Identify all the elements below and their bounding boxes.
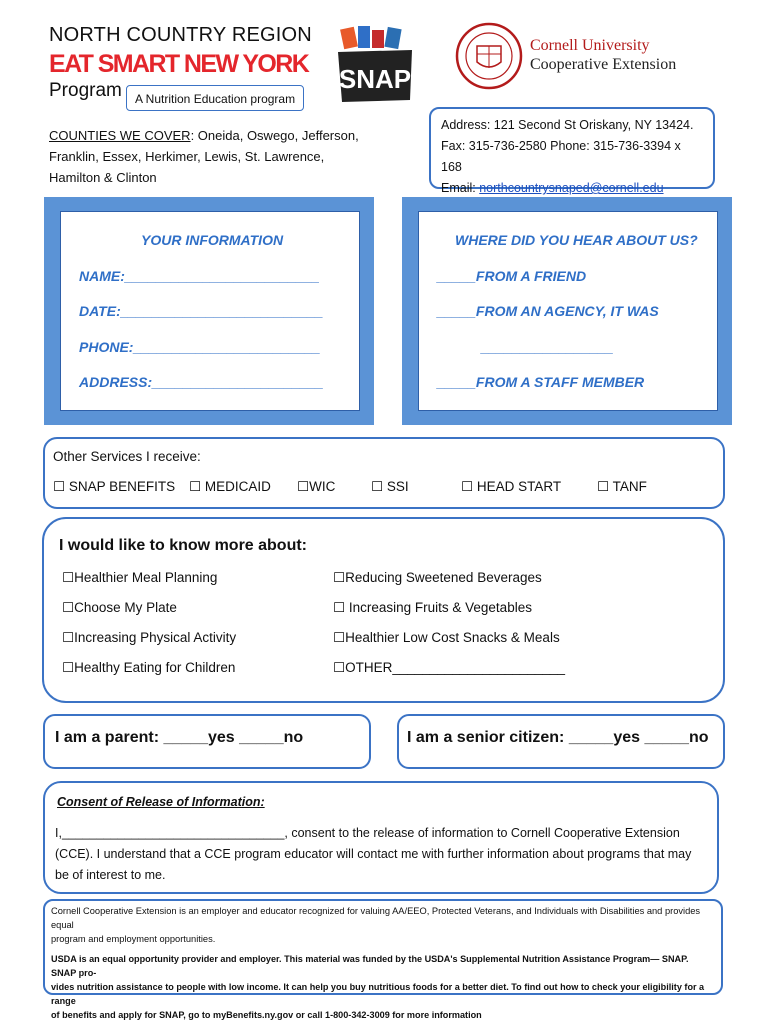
program-name: EAT SMART NEW YORK xyxy=(49,50,309,78)
contact-address: Address: 121 Second St Oriskany, NY 13424. xyxy=(441,118,694,132)
service-wic-checkbox[interactable]: ☐WIC xyxy=(297,479,336,494)
service-snap-checkbox[interactable]: ☐ SNAP BENEFITS xyxy=(53,479,176,494)
parent-question[interactable]: I am a parent: _____yes _____no xyxy=(55,729,304,746)
cornell-line1: Cornell University xyxy=(530,37,650,54)
phone-field[interactable]: PHONE:________________________ xyxy=(79,339,321,355)
consent-text xyxy=(55,823,715,886)
email-label: Email: xyxy=(441,181,480,195)
usda-line1: USDA is an equal opportunity provider and employer. This material was funded by the USDA's Supplemental Nutrition Assistance Program— SNAP. SNAP pro- xyxy=(51,954,689,978)
tagline-box: A Nutrition Education program xyxy=(126,85,304,111)
counties-block xyxy=(49,125,379,188)
counties-label: COUNTIES WE COVER xyxy=(49,128,191,143)
program-word: Program xyxy=(49,80,122,101)
contact-fax-phone: Fax: 315-736-2580 Phone: 315-736-3394 x 168 xyxy=(441,139,681,174)
topic-fruits-vegetables-checkbox[interactable]: ☐ Increasing Fruits & Vegetables xyxy=(333,600,532,615)
address-field[interactable]: ADDRESS:______________________ xyxy=(79,374,324,390)
counties-line2: Franklin, Essex, Herkimer, Lewis, St. Lawrence, xyxy=(49,149,325,164)
services-title: Other Services I receive: xyxy=(53,449,201,464)
cornell-seal-icon xyxy=(455,22,523,90)
topic-meal-planning-checkbox[interactable]: ☐Healthier Meal Planning xyxy=(62,570,218,585)
your-info-panel xyxy=(60,211,360,411)
disclaimer-line1: Cornell Cooperative Extension is an employer and educator recognized for valuing AA/EEO, Protected Veterans, and Individuals with Disabilities and provides equal xyxy=(51,906,701,930)
usda-line2: vides nutrition assistance to people with low income. It can help you buy nutritious foods for a better diet. To find out how to check your eligibility for a range xyxy=(51,982,705,1006)
from-friend-option[interactable]: _____FROM A FRIEND xyxy=(437,268,587,284)
topic-other-checkbox[interactable]: ☐OTHER_______________________ xyxy=(333,660,566,675)
service-tanf-checkbox[interactable]: ☐ TANF xyxy=(597,479,647,494)
email-link[interactable]: northcountrysnaped@cornell.edu xyxy=(479,181,664,195)
topic-healthy-eating-children-checkbox[interactable]: ☐Healthy Eating for Children xyxy=(62,660,236,675)
topic-sweetened-beverages-checkbox[interactable]: ☐Reducing Sweetened Beverages xyxy=(333,570,542,585)
region-title: NORTH COUNTRY REGION xyxy=(49,24,312,46)
service-headstart-checkbox[interactable]: ☐ HEAD START xyxy=(461,479,562,494)
services-box xyxy=(43,437,725,509)
snap-logo xyxy=(334,22,416,114)
know-more-box xyxy=(42,517,725,703)
counties-line3: Hamilton & Clinton xyxy=(49,170,157,185)
service-ssi-checkbox[interactable]: ☐ SSI xyxy=(371,479,409,494)
senior-question[interactable]: I am a senior citizen: _____yes _____no xyxy=(407,729,709,746)
consent-line1[interactable]: I,________________________________, consent to the release of information to Cornell Cooperative Extension xyxy=(55,826,680,840)
agency-name-field[interactable]: _________________ xyxy=(481,339,614,355)
consent-line2: (CCE). I understand that a CCE program educator will contact me with further information about programs that may xyxy=(55,847,692,861)
contact-box xyxy=(429,107,715,195)
your-info-heading: YOUR INFORMATION xyxy=(141,232,284,248)
topic-choose-my-plate-checkbox[interactable]: ☐Choose My Plate xyxy=(62,600,177,615)
cornell-line2: Cooperative Extension xyxy=(530,56,677,73)
consent-line3: be of interest to me. xyxy=(55,868,166,882)
from-agency-option[interactable]: _____FROM AN AGENCY, IT WAS xyxy=(437,303,659,319)
topic-low-cost-snacks-checkbox[interactable]: ☐Healthier Low Cost Snacks & Meals xyxy=(333,630,560,645)
name-field[interactable]: NAME:_________________________ xyxy=(79,268,320,284)
counties-line1: : Oneida, Oswego, Jefferson, xyxy=(190,128,359,143)
date-field[interactable]: DATE:__________________________ xyxy=(79,303,324,319)
hear-about-heading: WHERE DID YOU HEAR ABOUT US? xyxy=(455,232,698,248)
disclaimer-line2: program and employment opportunities. xyxy=(51,934,216,944)
cornell-wordmark xyxy=(530,36,676,74)
hear-about-panel xyxy=(418,211,718,411)
usda-line3: of benefits and apply for SNAP, go to myBenefits.ny.gov or call 1-800-342-3009 for more information xyxy=(51,1010,482,1020)
know-more-title: I would like to know more about: xyxy=(59,537,308,554)
disclaimer-box xyxy=(43,899,723,1020)
senior-box xyxy=(397,714,725,769)
service-medicaid-checkbox[interactable]: ☐ MEDICAID xyxy=(189,479,271,494)
svg-text:SNAP: SNAP xyxy=(338,64,412,94)
topic-physical-activity-checkbox[interactable]: ☐Increasing Physical Activity xyxy=(62,630,237,645)
parent-box xyxy=(43,714,371,769)
from-staff-option[interactable]: _____FROM A STAFF MEMBER xyxy=(437,374,645,390)
consent-title: Consent of Release of Information: xyxy=(57,795,265,809)
consent-box xyxy=(43,781,719,894)
